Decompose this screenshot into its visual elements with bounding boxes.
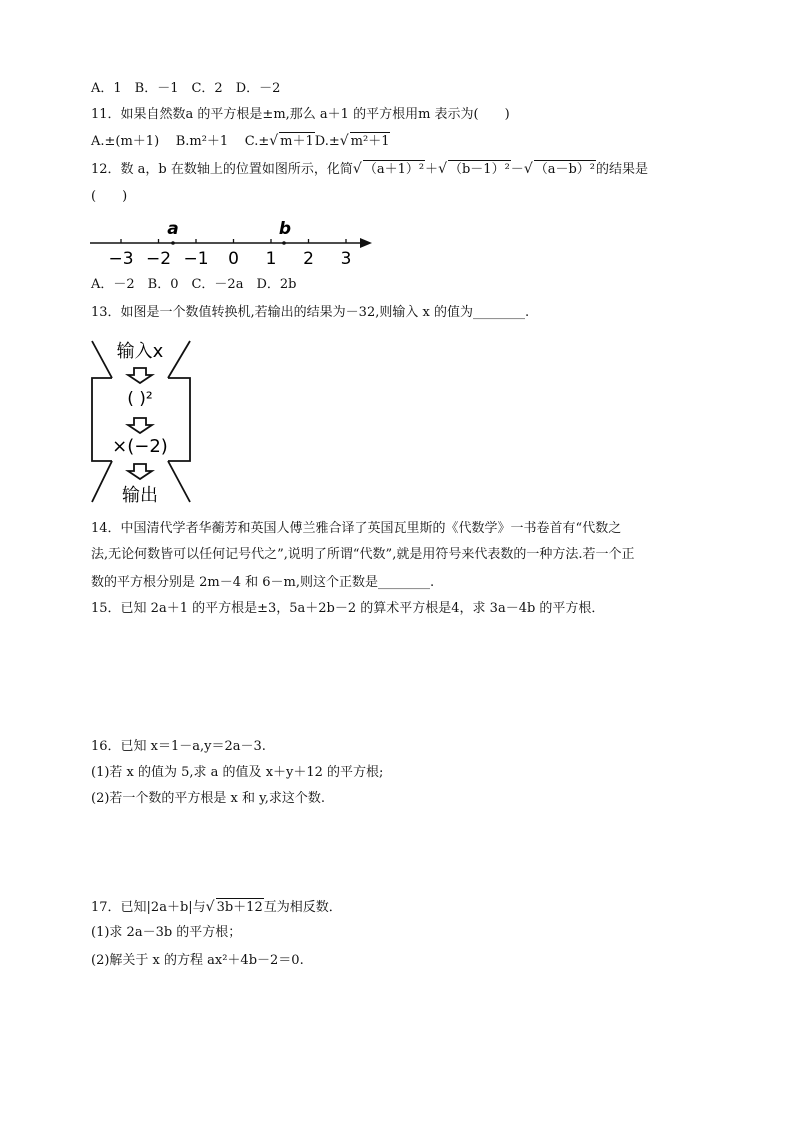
radical-sign-icon: √ <box>269 133 279 149</box>
q16-part1: (1)若 x 的值为 5,求 a 的值及 x＋y＋12 的平方根; <box>91 765 384 780</box>
machine-input-label: 输入x <box>116 341 164 362</box>
q11-stem: 11．如果自然数a 的平方根是±m,那么 a＋1 的平方根用m 表示为( ) <box>91 107 510 122</box>
machine-step-multiply: ×(−2) <box>112 436 168 457</box>
conversion-machine-diagram <box>88 338 194 508</box>
machine-step-square: ( )² <box>127 389 153 409</box>
q14-line3: 数的平方根分别是 2m－4 和 6－m,则这个正数是________. <box>91 575 435 590</box>
axis-tick-label: 1 <box>265 249 277 269</box>
down-arrow-icon <box>128 368 152 383</box>
q16-stem: 16．已知 x＝1－a,y＝2a－3. <box>91 739 266 754</box>
q14-line2: 法,无论何数皆可以任何记号代之”,说明了所谓“代数”,就是用符号来代表数的一种方法.若一个正 <box>91 547 635 562</box>
radical-sign-icon: √ <box>339 133 349 149</box>
q14-line1: 14．中国清代学者华蘅芳和英国人傅兰雅合译了英国瓦里斯的《代数学》一书卷首有“代数之 <box>91 521 622 536</box>
q11-option-c: C.±√ m＋1 <box>244 133 314 149</box>
radical-sign-icon: √ <box>438 161 447 177</box>
axis-tick-label: 0 <box>228 249 239 269</box>
point-a-label: a <box>167 219 179 239</box>
q15-stem: 15．已知 2a＋1 的平方根是±3，5a＋2b－2 的算术平方根是4，求 3a－4b 的平方根． <box>91 601 605 616</box>
q12-options: A．－2 B．0 C．－2a D．2b <box>91 277 297 292</box>
radical-sign-icon: √ <box>523 161 533 177</box>
point-b-label: b <box>278 219 292 239</box>
arrow-icon <box>360 238 372 248</box>
q11-options <box>91 132 390 151</box>
radical-sign-icon: √ <box>205 899 215 915</box>
q10-options: A．1 B．－1 C．2 D．－2 <box>91 81 281 96</box>
axis-tick-label: −2 <box>145 249 172 269</box>
q11-option-b: B.m²＋1 <box>175 134 229 149</box>
q12-stem: 12．数 a，b 在数轴上的位置如图所示，化简√ （a＋1）²＋√ （b－1）²－√ （a－b）²的结果是 <box>91 161 649 177</box>
q17-stem: 17．已知|2a＋b|与√ 3b＋12互为相反数． <box>91 899 342 915</box>
q16-part2: (2)若一个数的平方根是 x 和 y,求这个数. <box>91 791 326 806</box>
q17-part2: (2)解关于 x 的方程 ax²＋4b－2＝0. <box>91 953 304 968</box>
machine-output-label: 输出 <box>122 485 158 506</box>
axis-tick-label: 3 <box>340 249 352 269</box>
radical-sign-icon: √ <box>352 161 362 177</box>
number-line <box>88 218 378 270</box>
down-arrow-icon <box>128 464 152 479</box>
axis-tick-label: −1 <box>183 249 209 269</box>
down-arrow-icon <box>128 418 152 433</box>
point-b <box>282 241 286 245</box>
q11-option-a: A.±(m＋1) <box>91 134 160 149</box>
q11-option-d: D.±√ m²＋1 <box>314 133 390 149</box>
q13-stem: 13．如图是一个数值转换机,若输出的结果为－32,则输入 x 的值为________. <box>91 305 530 320</box>
point-a <box>171 241 175 245</box>
q17-part1: (1)求 2a－3b 的平方根； <box>91 925 242 940</box>
axis-tick-label: 2 <box>303 249 314 269</box>
q12-paren: ( ) <box>91 189 128 204</box>
axis-tick-label: −3 <box>108 249 134 269</box>
